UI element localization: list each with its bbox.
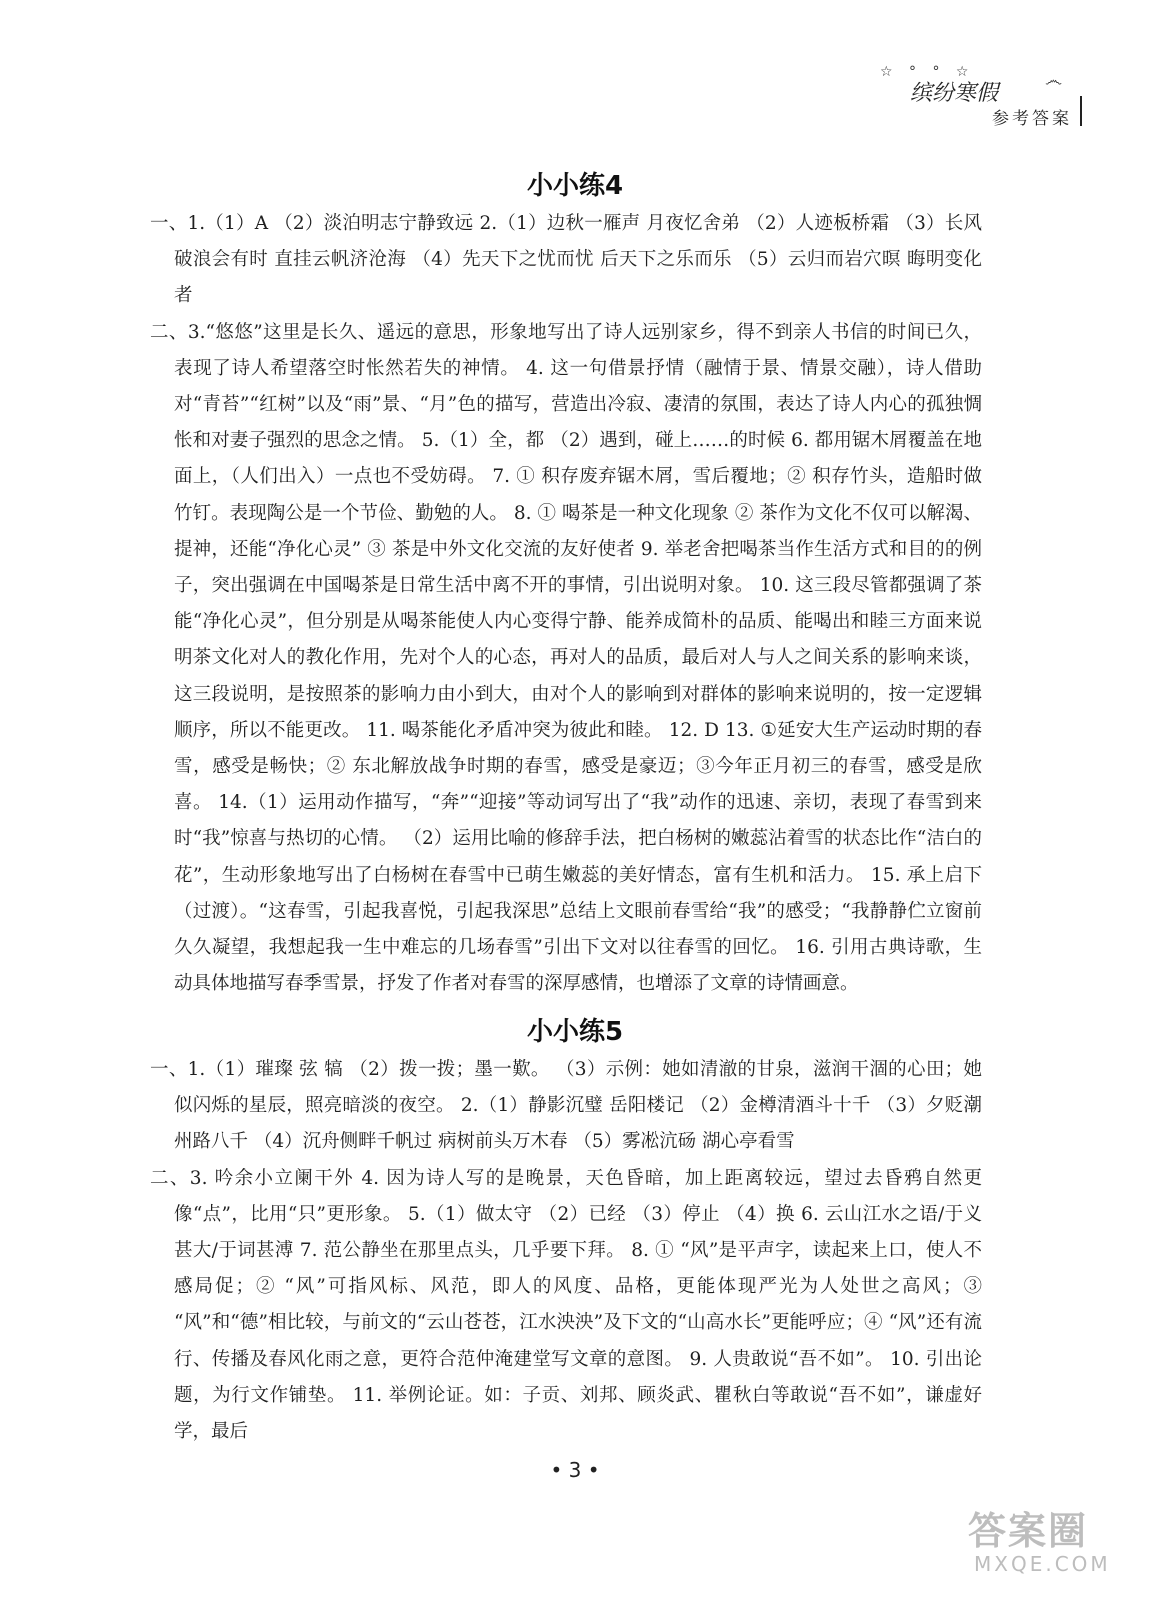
header-divider (1080, 96, 1082, 126)
section-title-5: 小小练5 (526, 1017, 624, 1047)
logo-stars: ☆ ° ° ☆ (880, 64, 975, 80)
page-number: • 3 • (550, 1458, 600, 1482)
answer-paragraph: 一、1.（1）A （2）淡泊明志宁静致远 2.（1）边秋一雁声 月夜忆舍弟 （2）人迹板桥霜 （3）长风破浪会有时 直挂云帆济沧海 （4）先天下之忧而忧 后天下之乐而乐 （5）云归而岩穴暝 晦明变化者 (150, 213, 982, 307)
watermark-logo: 答案圈 (968, 1509, 1089, 1553)
section-body-4 (150, 206, 982, 1002)
logo-brand: 缤纷寒假 (910, 81, 999, 106)
watermark (960, 1500, 1120, 1586)
watermark-url: MXQE.COM (974, 1552, 1111, 1576)
answer-paragraph: 二、3.“悠悠”这里是长久、遥远的意思，形象地写出了诗人远别家乡，得不到亲人书信的时间已久，表现了诗人希望落空时怅然若失的神情。 4. 这一句借景抒情（融情于景、情景交融），诗人借助对“青苔”“红树”以及“雨”景、“月”色的描写，营造出冷寂、凄清的氛围，表达了诗人内心的孤独惆怅和对妻子强烈的思念之情。 5.（1）全，都 （2）遇到，碰上……的时候 6. 都用锯木屑覆盖在地面上，（人们出入）一点也不受妨碍。 7. ① 积存废弃锯木屑，雪后覆地；② 积存竹头，造船时做竹钉。表现陶公是一个节俭、勤勉的人。 8. ① 喝茶是一种文化现象 ② 茶作为文化不仅可以解渴、提神，还能“净化心灵” ③ 茶是中外文化交流的友好使者 9. 举老舍把喝茶当作生活方式和目的的例子，突出强调在中国喝茶是日常生活中离不开的事情，引出说明对象。 10. 这三段尽管都强调了茶能“净化心灵”，但分别是从喝茶能使人内心变得宁静、能养成简朴的品质、能喝出和睦三方面来说明茶文化对人的教化作用，先对个人的心态，再对人的品质，最后对人与人之间关系的影响来谈，这三段说明，是按照茶的影响力由小到大，由对个人的影响到对群体的影响来说明的，按一定逻辑顺序，所以不能更改。 11. 喝茶能化矛盾冲突为彼此和睦。 12. D 13. ①延安大生产运动时期的春雪，感受是畅快；② 东北解放战争时期的春雪，感受是豪迈；③今年正月初三的春雪，感受是欣喜。 14.（1）运用动作描写，“奔”“迎接”等动词写出了“我”动作的迅速、亲切，表现了春雪到来时“我”惊喜与热切的心情。 （2）运用比喻的修辞手法，把白杨树的嫩蕊沾着雪的状态比作“洁白的花”，生动形象地写出了白杨树在春雪中已萌生嫩蕊的美好情态，富有生机和活力。 15. 承上启下（过渡）。“这春雪，引起我喜悦，引起我深思”总结上文眼前春雪给“我”的感受；“我静静伫立窗前久久凝望，我想起我一生中难忘的几场春雪”引出下文对以往春雪的回忆。 16. 引用古典诗歌，生动具体地描写春季雪景，抒发了作者对春雪的深厚感情，也增添了文章的诗情画意。 (150, 321, 982, 995)
header-subtitle: 参考答案 (992, 109, 1072, 129)
answer-paragraph: 一、1.（1）璀璨 弦 犒 （2）拨一拨；墨一歎。 （3）示例：她如清澈的甘泉，滋润干涸的心田；她似闪烁的星辰，照亮暗淡的夜空。 2.（1）静影沉璧 岳阳楼记 （2）金樽清酒斗十千 （3）夕贬潮州路八千 （4）沉舟侧畔千帆过 病树前头万木春 （5）雾凇沆砀 湖心亭看雪 (150, 1059, 982, 1153)
swirl-icon: ෴ (1045, 70, 1063, 91)
section-body-5 (150, 1052, 982, 1450)
header-logo (860, 62, 1090, 129)
section-title-4: 小小练4 (526, 171, 624, 201)
answer-paragraph: 二、3. 吟余小立阑干外 4. 因为诗人写的是晚景，天色昏暗，加上距离较远，望过去昏鸦自然更像“点”，比用“只”更形象。 5.（1）做太守 （2）已经 （3）停止 （4）换 6. 云山江水之语/于义甚大/于词甚溥 7. 范公静坐在那里点头，几乎要下拜。 8. ① “风”是平声字，读起来上口，使人不感局促；② “风”可指风标、风范，即人的风度、品格，更能体现严光为人处世之高风；③ “风”和“德”相比较，与前文的“云山苍苍，江水泱泱”及下文的“山高水长”更能呼应；④ “风”还有流行、传播及春风化雨之意，更符合范仲淹建堂写文章的意图。 9. 人贵敢说“吾不如”。 10. 引出论题，为行文作铺垫。 11. 举例论证。如：子贡、刘邦、顾炎武、瞿秋白等敢说“吾不如”，谦虚好学，最后 (150, 1167, 982, 1443)
